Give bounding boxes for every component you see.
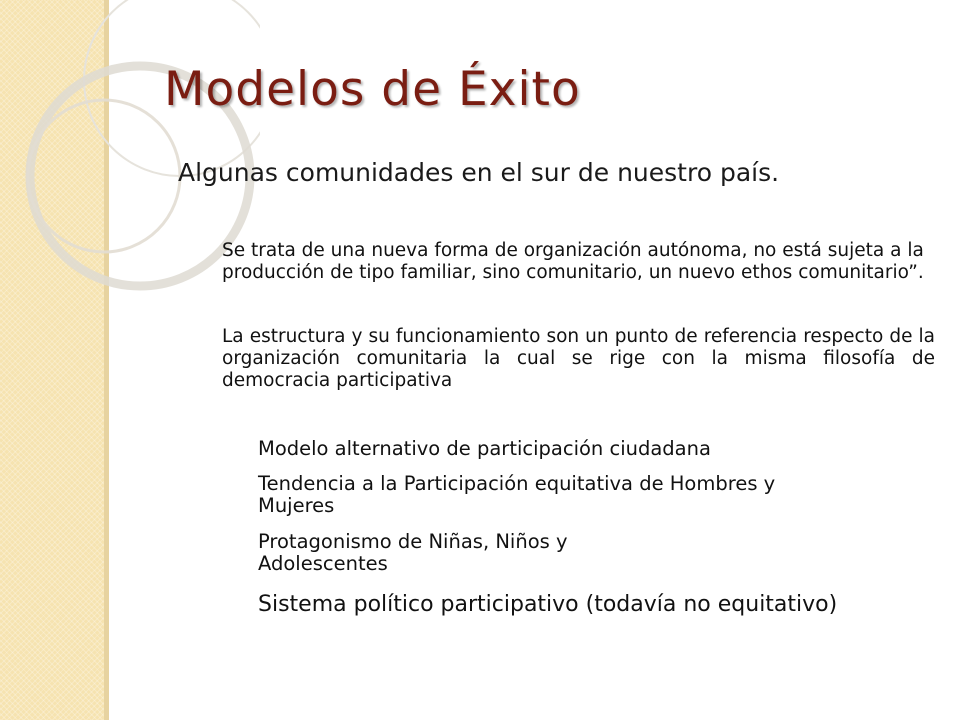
page-title: Modelos de Éxito: [164, 62, 581, 117]
bullet-item-4: Sistema político participativo (todavía no equitativo): [258, 592, 838, 617]
paragraph-2: La estructura y su funcionamiento son un punto de referencia respecto de la organización comunitaria la cual se rige con la misma filosofía de democracia participativa: [222, 326, 935, 391]
bullet-item-1: Modelo alternativo de participación ciudadana: [258, 437, 711, 460]
subtitle: Algunas comunidades en el sur de nuestro país.: [178, 158, 780, 187]
bullet-item-3: Protagonismo de Niñas, Niños y Adolescentes: [258, 530, 568, 575]
bullet-item-2: Tendencia a la Participación equitativa de Hombres y Mujeres: [258, 472, 776, 517]
paragraph-1: Se trata de una nueva forma de organización autónoma, no está sujeta a la producción de tipo familiar, sino comunitario, un nuevo ethos comunitario”.: [222, 240, 924, 283]
